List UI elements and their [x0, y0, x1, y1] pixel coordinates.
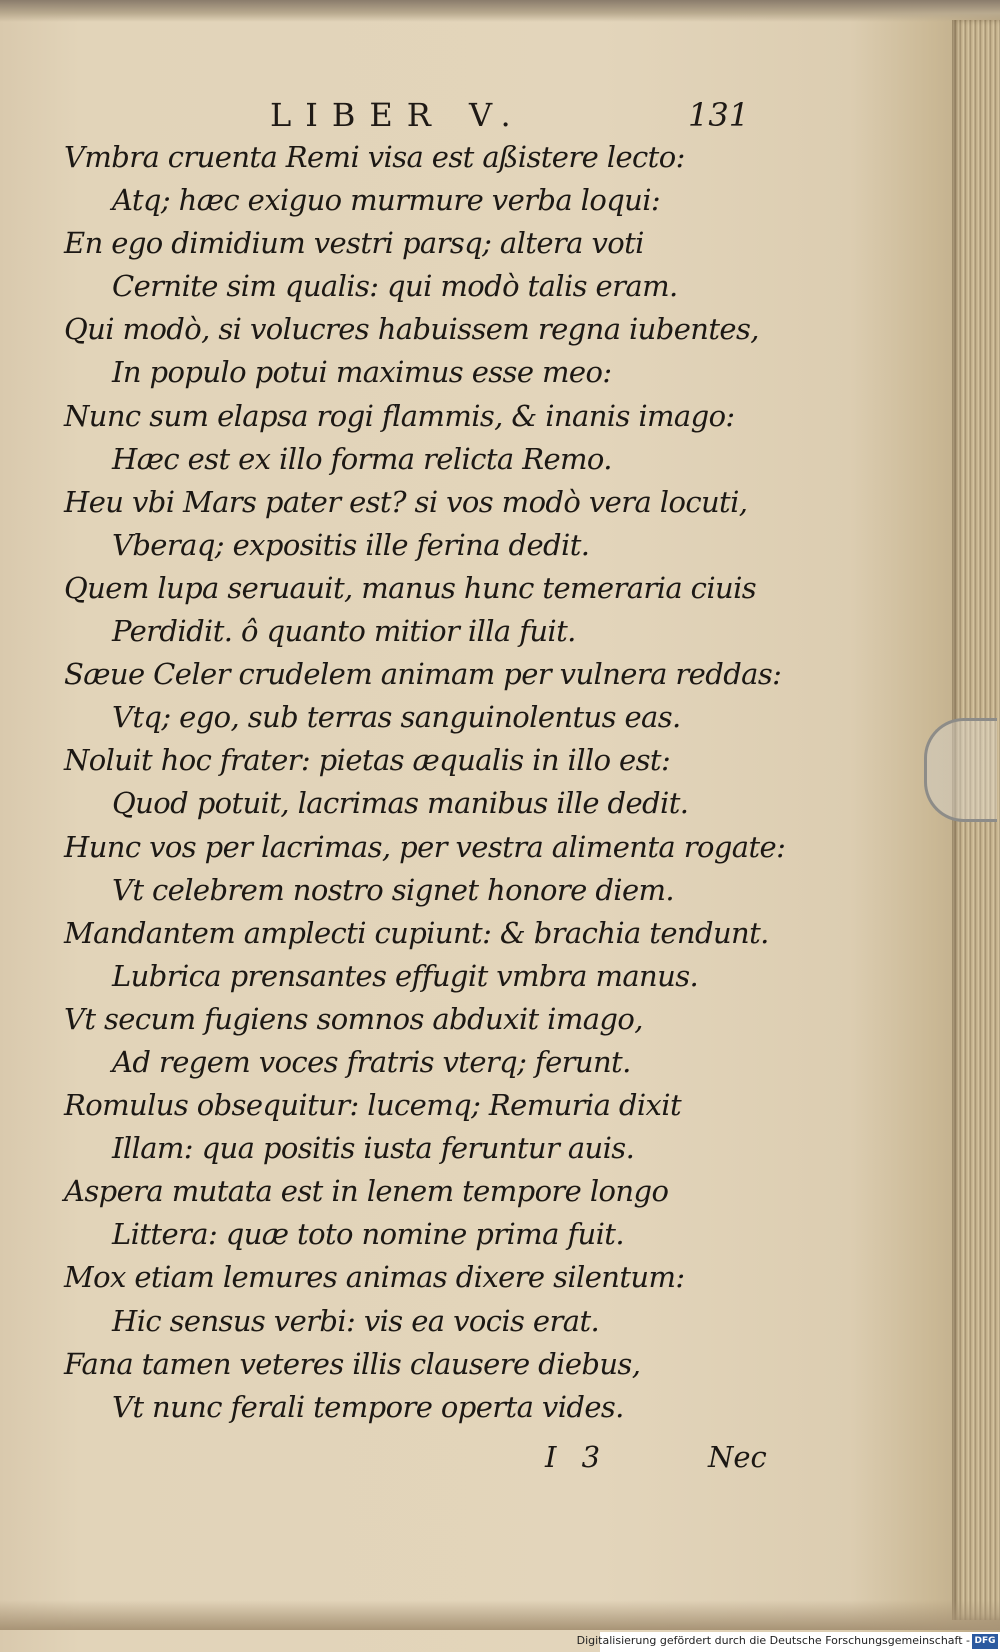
verse-line: Cernite sim qualis: qui modò talis eram.: [112, 269, 678, 304]
catchword: Nec: [708, 1440, 767, 1474]
page-number: 131: [688, 96, 750, 134]
verse-line: Vt secum fugiens somnos abduxit imago,: [64, 1001, 643, 1036]
verse-line: Aspera mutata est in lenem tempore longo: [64, 1174, 669, 1209]
verse-line: Qui modò, si volucres habuissem regna iubentes,: [64, 312, 759, 347]
digitization-footer: [576, 1632, 1000, 1652]
verse-line: Vberaq; expositis ille ferina dedit.: [112, 527, 590, 562]
page-header: [260, 96, 750, 136]
verse-line: Mandantem amplecti cupiunt: & brachia tendunt.: [64, 915, 769, 950]
verse-line: Noluit hoc frater: pietas æqualis in illo est:: [64, 743, 671, 778]
verse-line: Nunc sum elapsa rogi flammis, & inanis imago:: [64, 398, 735, 433]
verse-line: Sæue Celer crudelem animam per vulnera reddas:: [64, 657, 782, 692]
verse-line: Perdidit. ô quanto mitior illa fuit.: [112, 614, 576, 649]
catchline: [545, 1440, 785, 1480]
verse-line: Vt celebrem nostro signet honore diem.: [112, 872, 675, 907]
book-clasp: [924, 718, 997, 822]
verse-line: Atq; hæc exiguo murmure verba loqui:: [112, 183, 661, 218]
verse-line: Heu vbi Mars pater est? si vos modò vera locuti,: [64, 484, 748, 519]
verse-line: Vtq; ego, sub terras sanguinolentus eas.: [112, 700, 681, 735]
verse-line: Illam: qua positis iusta feruntur auis.: [112, 1131, 635, 1166]
verse-line: En ego dimidium vestri parsq; altera voti: [64, 226, 644, 261]
signature-mark: I 3: [545, 1440, 609, 1474]
running-head: LIBER V.: [270, 96, 525, 134]
dfg-logo: DFG: [972, 1634, 998, 1649]
bottom-shade: [0, 1600, 1000, 1630]
footer-credit: Digitalisierung gefördert durch die Deutsche Forschungsgemeinschaft -: [576, 1634, 970, 1647]
verse-line: Littera: quæ toto nomine prima fuit.: [112, 1217, 624, 1252]
verse-line: Romulus obsequitur: lucemq; Remuria dixit: [64, 1088, 682, 1123]
verse-line: Lubrica prensantes effugit vmbra manus.: [112, 958, 699, 993]
verse-line: Ad regem voces fratris vterq; ferunt.: [112, 1044, 631, 1079]
verse-line: Quod potuit, lacrimas manibus ille dedit.: [112, 786, 689, 821]
verse-line: Vmbra cruenta Remi visa est aßistere lecto:: [64, 140, 685, 174]
verse-line: Fana tamen veteres illis clausere diebus,: [64, 1346, 641, 1381]
verse-line: Vt nunc ferali tempore operta vides.: [112, 1389, 624, 1424]
verse-list: [64, 136, 784, 1429]
verse-line: Quem lupa seruauit, manus hunc temeraria ciuis: [64, 570, 757, 605]
verse-line: In populo potui maximus esse meo:: [112, 355, 612, 390]
verse-line: Hunc vos per lacrimas, per vestra alimenta rogate:: [64, 829, 786, 864]
verse-line: Mox etiam lemures animas dixere silentum:: [64, 1260, 685, 1295]
top-page-shadow: [0, 0, 1000, 22]
verse-line: Hæc est ex illo forma relicta Remo.: [112, 441, 612, 476]
verse-line: Hic sensus verbi: vis ea vocis erat.: [112, 1303, 600, 1338]
